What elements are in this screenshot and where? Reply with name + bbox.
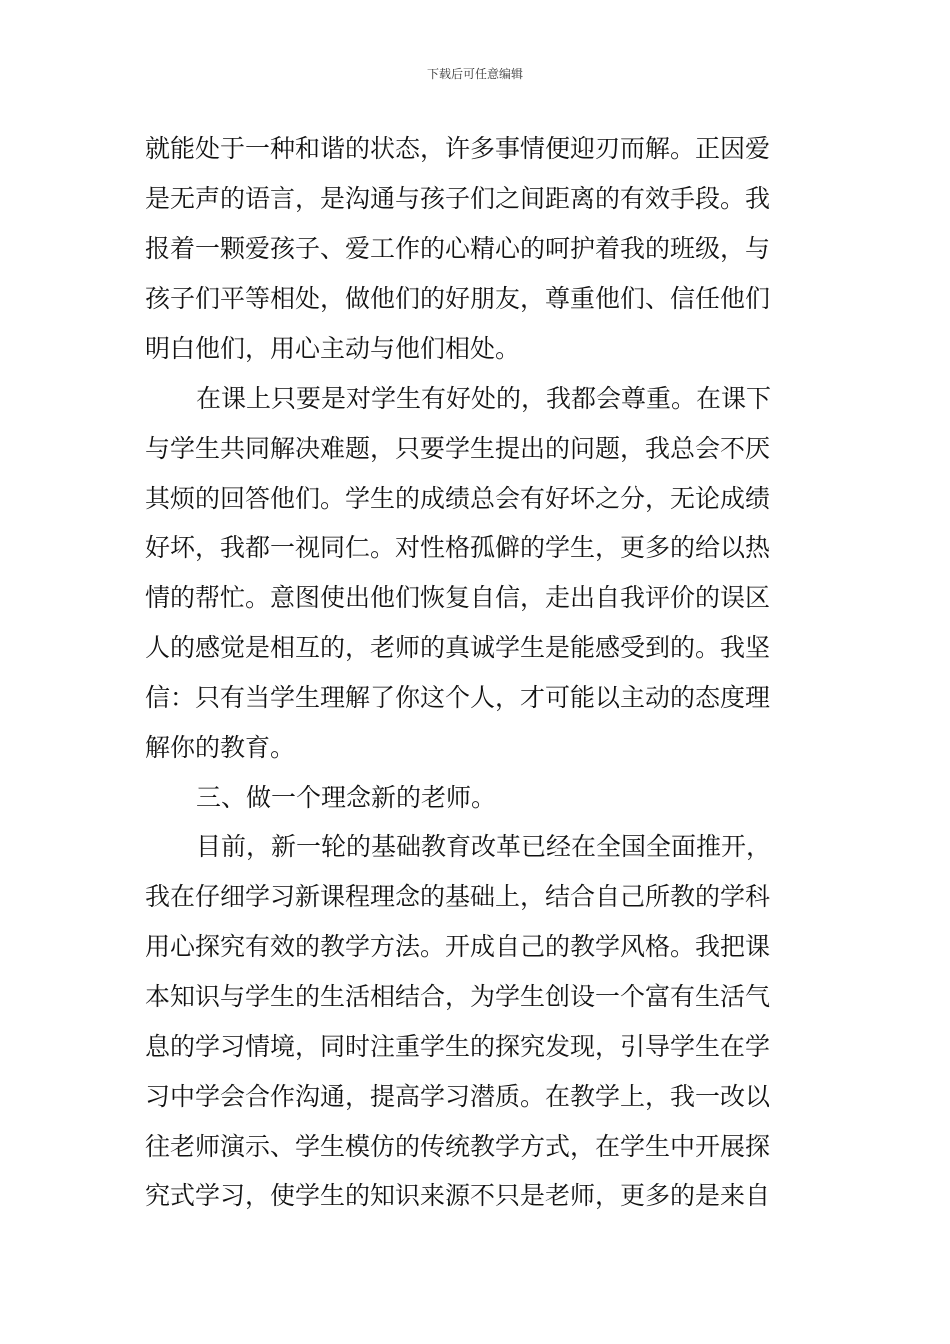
- text-line-16: 我在仔细学习新课程理念的基础上，结合自己所教的学科: [145, 882, 771, 911]
- text-line-6: 在课上只要是对学生有好处的，我都会尊重。在课下: [196, 384, 772, 413]
- text-line-1: 就能处于一种和谐的状态，许多事情便迎刃而解。正因爱: [145, 134, 771, 163]
- page-header: 下载后可任意编辑: [426, 67, 523, 81]
- text-line-22: 究式学习，使学生的知识来源不只是老师，更多的是来自: [145, 1181, 771, 1210]
- text-line-21: 往老师演示、学生模仿的传统教学方式，在学生中开展探: [145, 1132, 771, 1161]
- text-line-11: 人的感觉是相互的，老师的真诚学生是能感受到的。我坚: [145, 633, 771, 662]
- text-line-8: 其烦的回答他们。学生的成绩总会有好坏之分，无论成绩: [145, 484, 771, 513]
- text-line-10: 情的帮忙。意图使出他们恢复自信，走出自我评价的误区: [145, 583, 771, 612]
- text-line-2: 是无声的语言，是沟通与孩子们之间距离的有效手段。我: [145, 184, 771, 213]
- text-line-9: 好坏，我都一视同仁。对性格孤僻的学生，更多的给以热: [145, 533, 771, 562]
- text-line-4: 孩子们平等相处，做他们的好朋友，尊重他们、信任他们: [145, 284, 771, 313]
- text-line-19: 息的学习情境，同时注重学生的探究发现，引导学生在学: [145, 1032, 771, 1061]
- text-line-7: 与学生共同解决难题，只要学生提出的问题，我总会不厌: [145, 434, 771, 463]
- text-line-12: 信：只有当学生理解了你这个人，才可能以主动的态度理: [145, 683, 771, 712]
- text-line-15: 目前，新一轮的基础教育改革已经在全国全面推开，: [196, 832, 772, 861]
- text-line-13: 解你的教育。: [145, 733, 296, 762]
- text-line-3: 报着一颗爱孩子、爱工作的心精心的呵护着我的班级，与: [145, 234, 771, 263]
- text-line-5: 明白他们，用心主动与他们相处。: [145, 334, 521, 363]
- text-line-20: 习中学会合作沟通，提高学习潜质。在教学上，我一改以: [145, 1082, 771, 1111]
- text-line-18: 本知识与学生的生活相结合，为学生创设一个富有生活气: [145, 982, 771, 1011]
- text-line-17: 用心探究有效的教学方法。开成自己的教学风格。我把课: [145, 932, 771, 961]
- section-heading: 三、做一个理念新的老师。: [196, 783, 497, 812]
